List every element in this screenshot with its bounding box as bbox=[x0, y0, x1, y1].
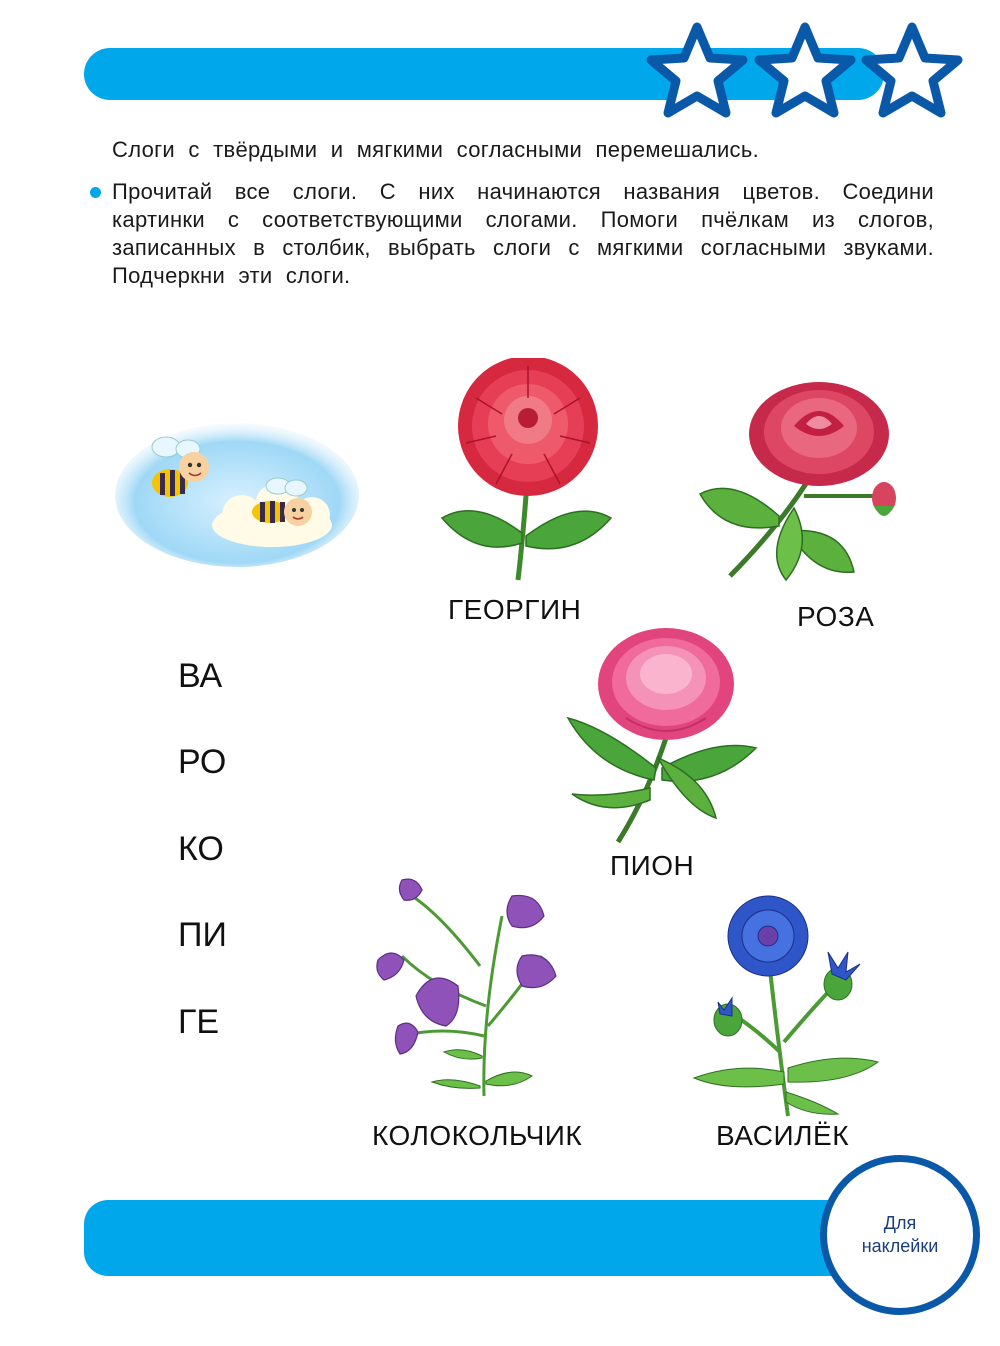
sticker-label-line1: Для bbox=[883, 1213, 917, 1233]
sticker-placeholder[interactable] bbox=[820, 1155, 980, 1315]
syllable-va[interactable]: ВА bbox=[178, 657, 223, 695]
rose-flower-icon bbox=[749, 382, 889, 486]
sticker-label-line2: наклейки bbox=[861, 1236, 939, 1256]
label-georgin[interactable]: ГЕОРГИН bbox=[448, 594, 582, 625]
bullet-icon bbox=[90, 187, 101, 198]
bellflower-bloom-icon bbox=[377, 879, 556, 1054]
syllable-pi[interactable]: ПИ bbox=[178, 916, 227, 954]
footer-bar bbox=[84, 1200, 904, 1276]
syllable-ge[interactable]: ГЕ bbox=[178, 1003, 220, 1041]
label-vasilek[interactable]: ВАСИЛЁК bbox=[716, 1120, 850, 1151]
star-icon[interactable] bbox=[651, 27, 743, 113]
task-paragraph bbox=[90, 178, 934, 290]
peony-picture[interactable] bbox=[566, 618, 758, 844]
label-roza[interactable]: РОЗА bbox=[797, 601, 875, 632]
dahlia-picture[interactable] bbox=[436, 358, 616, 583]
rating-stars bbox=[640, 20, 970, 130]
cornflower-bud-icon bbox=[714, 968, 852, 1036]
task-text: Прочитай все слоги. С них начинаются названия цветов. Соедини картинки с соответствующими слогами. Помоги пчёлкам из слогов, записанных в столбик, выбрать слоги с мягкими согласными звуками. Подчеркни эти слоги. bbox=[112, 179, 934, 288]
rose-bud-icon bbox=[872, 482, 896, 516]
peony-flower-icon bbox=[598, 628, 734, 740]
intro-text: Слоги с твёрдыми и мягкими согласными перемешались. bbox=[112, 137, 760, 162]
dahlia-flower-icon bbox=[458, 358, 598, 496]
rose-picture[interactable] bbox=[694, 376, 910, 582]
label-kolokolchik[interactable]: КОЛОКОЛЬЧИК bbox=[372, 1120, 583, 1151]
label-pion[interactable]: ПИОН bbox=[610, 850, 695, 881]
syllable-ko[interactable]: КО bbox=[178, 830, 224, 868]
star-icon[interactable] bbox=[866, 27, 958, 113]
syllable-ro[interactable]: РО bbox=[178, 743, 227, 781]
bellflower-picture[interactable] bbox=[362, 876, 574, 1098]
star-icon[interactable] bbox=[759, 27, 851, 113]
bees-illustration bbox=[112, 420, 362, 570]
cornflower-picture[interactable] bbox=[688, 892, 882, 1118]
